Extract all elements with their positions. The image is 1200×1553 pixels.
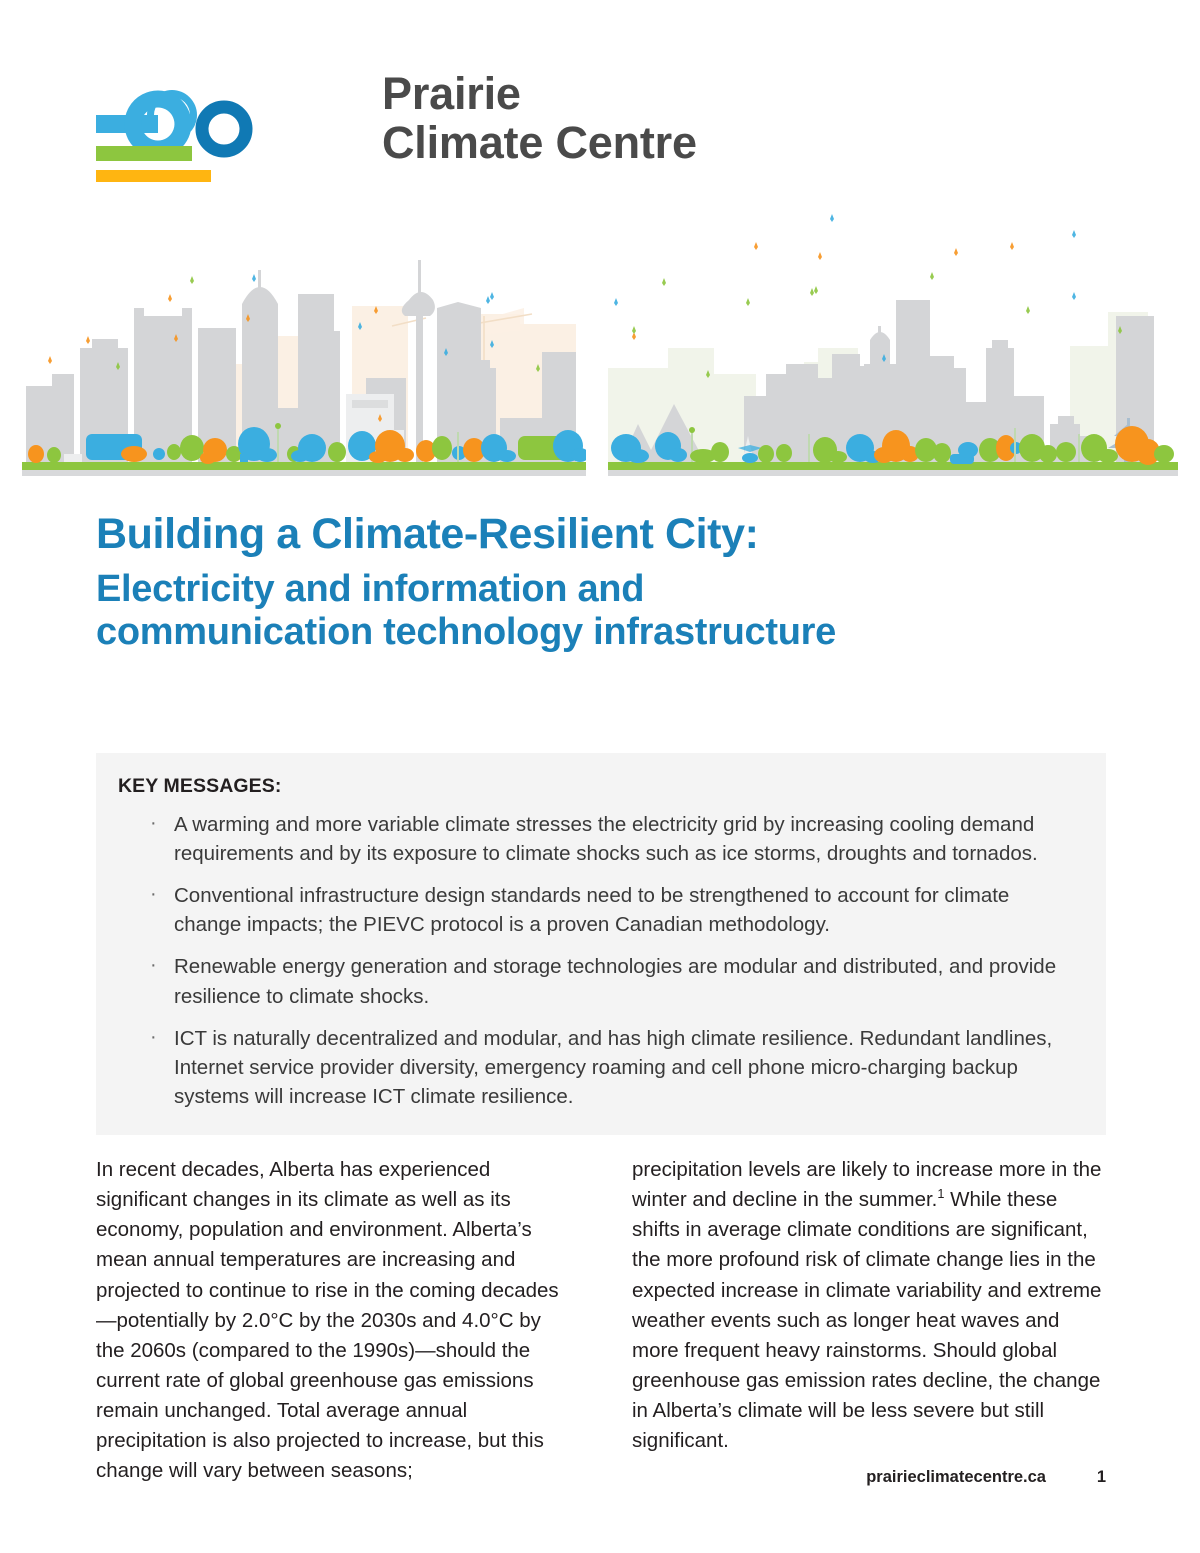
body-columns [96,1155,1106,1486]
key-message-text: ICT is naturally decentralized and modular, and has high climate resilience. Redundant landlines, Internet service provider diversity, emergency roaming and cell phone micro-charging backup systems will increase ICT climate resilience. [174,1026,1053,1108]
key-message-item [142,952,1082,1010]
body-column-left [96,1155,570,1486]
brand-header [96,70,796,190]
footer-page-number: 1 [1096,1468,1106,1486]
key-message-item [142,1024,1082,1111]
page-subtitle-line-1: Electricity and information and [96,567,645,610]
prairie-climate-centre-logo-icon [96,82,268,182]
page-subtitle [96,568,1166,655]
bullet-glyph-icon: · [150,883,157,906]
bullet-glyph-icon: · [150,954,157,977]
body-paragraph-left: In recent decades, Alberta has experienced significant changes in its climate as well as its economy, population and environment. Alberta’s mean annual temperatures are increasing and projected to continue to rise in the coming decades—potentially by 2.0°C by the 2030s and 4.0°C by the 2060s (compared to the 1990s)—should the current rate of global greenhouse gas emissions remain unchanged. Total average annual precipitation is also projected to increase, but this change will vary between seasons; [96,1158,559,1483]
bullet-glyph-icon: · [150,1025,157,1048]
illustration-band [0,196,1200,484]
page-subtitle-line-2: communication technology infrastructure [96,610,836,653]
key-messages-heading: KEY MESSAGES: [118,775,282,797]
page-footer [96,1468,1106,1487]
key-message-item [142,881,1082,939]
body-paragraph-right [632,1155,1106,1456]
title-block [96,512,1166,654]
footnote-reference-marker: 1 [937,1186,945,1202]
brand-name-line-1: Prairie [382,68,521,119]
city-skyline-left-illustration [22,196,586,484]
bullet-glyph-icon: · [150,812,157,834]
footer-website-url[interactable]: prairieclimatecentre.ca [866,1468,1046,1486]
body-text-before-footnote: precipitation levels are likely to increase more in the winter and decline in the summer. [632,1158,1102,1212]
key-message-text: Conventional infrastructure design standards need to be strengthened to account for climate change impacts; the PIEVC protocol is a proven Canadian methodology. [174,884,1010,937]
city-skyline-right-illustration [608,196,1178,484]
key-messages-panel [96,753,1106,1135]
key-messages-list [96,810,1106,1111]
brand-wordmark [382,70,802,167]
page-title: Building a Climate-Resilient City: [96,510,759,558]
key-message-item [142,810,1082,868]
body-text-after-footnote: While these shifts in average climate conditions are significant, the more profound risk of climate change lies in the expected increase in climate variability and extreme weather events such as longer heat waves and more frequent heavy rainstorms. Should global greenhouse gas emission rates decline, the change in Alberta’s climate will be less severe but still significant. [632,1188,1102,1453]
body-column-right [632,1155,1106,1486]
key-message-text: Renewable energy generation and storage technologies are modular and distributed, and provide resilience to climate shocks. [174,955,1057,1008]
key-message-text: A warming and more variable climate stresses the electricity grid by increasing cooling demand requirements and by its exposure to climate shocks such as ice storms, droughts and tornados. [174,813,1038,866]
brand-name-line-2: Climate Centre [382,116,697,168]
